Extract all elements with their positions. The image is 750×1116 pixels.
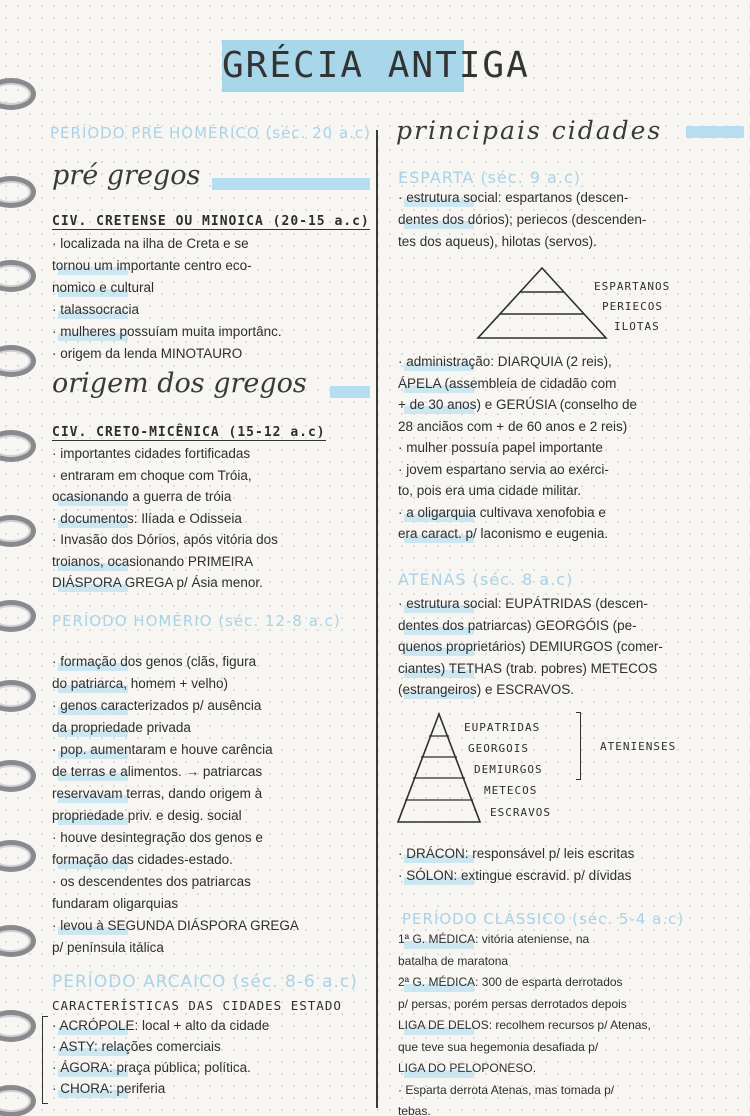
homerico-line: reservavam terras, dando origem à <box>52 786 263 801</box>
spiral-ring <box>0 1085 36 1116</box>
atenas-line: · estrutura social: EUPÁTRIDAS (descen- <box>398 596 648 611</box>
highlight-bar <box>686 126 744 138</box>
creto-line: DIÁSPORA GREGA p/ Ásia menor. <box>52 575 263 590</box>
classico-line: 2ª G. MÉDICA: 300 de esparta derrotados <box>398 975 623 989</box>
pyramid-label: ESPARTANOS <box>594 280 671 293</box>
atenienses-label: ATENIENSES <box>600 740 677 753</box>
homerico-line: fundaram oligarquias <box>52 896 179 911</box>
classico-line: tebas. <box>398 1104 431 1116</box>
atenas-line: quenos proprietários) DEMIURGOS (comer- <box>398 639 663 654</box>
spiral-ring <box>0 78 36 110</box>
esparta-line: dentes dos dórios); periecos (descenden- <box>398 212 647 227</box>
pyramid-label: DEMIURGOS <box>474 763 543 776</box>
esparta-admin-line: · a oligarquia cultivava xenofobia e <box>398 504 606 520</box>
pyramid-label: EUPATRIDAS <box>464 721 541 734</box>
creto-line: troianos, ocasionando PRIMEIRA <box>52 553 254 569</box>
section-heading-atenas: ATENAS (séc. 8 a.c) <box>398 570 574 589</box>
homerico-line: · houve desintegração dos genos e <box>52 830 263 845</box>
classico-line: LIGA DO PELOPONESO. <box>398 1061 537 1075</box>
esparta-admin-line: to, pois era uma cidade militar. <box>398 483 582 498</box>
arcaico-line: · CHORA: periferia <box>52 1081 166 1096</box>
homerico-line: · formação dos genos (clãs, figura <box>52 654 257 669</box>
cretense-line: · localizada na ilha de Creta e se <box>52 236 249 251</box>
spiral-ring <box>0 176 36 208</box>
homerico-line: da propriedade privada <box>52 720 191 735</box>
subheading-civ-cretense: CIV. CRETENSE OU MINOICA (20-15 a.c) <box>52 214 370 229</box>
homerico-line: · os descendentes dos patriarcas <box>52 874 251 889</box>
pyramid-label: GEORGOIS <box>468 742 529 755</box>
pyramid-label: ILOTAS <box>614 320 660 333</box>
spiral-ring <box>0 430 36 462</box>
classico-line: 1ª G. MÉDICA: vitória ateniense, na <box>398 932 590 946</box>
homerico-line: do patriarca, homem + velho) <box>52 676 228 691</box>
atenas-line: (estrangeiros) e ESCRAVOS. <box>398 682 575 697</box>
section-heading-arcaico: PERÍODO ARCAICO (séc. 8-6 a.c) <box>52 972 358 992</box>
cretense-line: · talassocracia <box>52 302 140 317</box>
homerico-line: · levou à SEGUNDA DIÁSPORA GREGA <box>52 918 299 933</box>
cretense-line: · origem da lenda MINOTAURO <box>52 346 243 361</box>
spiral-ring <box>0 760 36 792</box>
column-divider <box>376 130 378 1108</box>
esparta-admin-line: ÁPELA (assembleia de cidadão com <box>398 375 617 391</box>
section-heading-esparta: ESPARTA (séc. 9 a.c) <box>398 168 581 187</box>
atenas-line: dentes dos patriarcas) GEORGÓIS (pe- <box>398 617 637 633</box>
creto-line: · Invasão dos Dórios, após vitória dos <box>52 532 278 547</box>
esparta-admin-line: + de 30 anos) e GERÚSIA (conselho de <box>398 397 638 412</box>
atenas-law-line: · SÓLON: extingue escravid. p/ dívidas <box>398 868 632 883</box>
highlight-bar <box>212 178 370 190</box>
cretense-line: tornou um importante centro eco- <box>52 258 252 273</box>
creto-line: · documentos: Ilíada e Odisseia <box>52 510 242 526</box>
homerico-line: formação das cidades-estado. <box>52 852 233 867</box>
highlight-bar <box>330 386 370 398</box>
pyramid-label: METECOS <box>484 784 538 797</box>
esparta-admin-line: era caract. p/ laconismo e eugenia. <box>398 526 609 541</box>
subheading-civ-creto-micenica: CIV. CRETO-MICÊNICA (15-12 a.c) <box>52 425 326 440</box>
homerico-line: · pop. aumentaram e houve carência <box>52 742 273 757</box>
atenas-line: ciantes) TETHAS (trab. pobres) METECOS <box>398 660 658 676</box>
esparta-admin-line: · administração: DIARQUIA (2 reis), <box>398 354 612 369</box>
creto-line: · entraram em choque com Tróia, <box>52 467 252 483</box>
subheading-caracteristicas: CARACTERÍSTICAS DAS CIDADES ESTADO <box>52 998 342 1013</box>
pyramid-label: ESCRAVOS <box>490 806 551 819</box>
spiral-ring <box>0 260 36 292</box>
heading-origem-dos-gregos: origem dos gregos <box>52 368 307 399</box>
arcaico-line: · ACRÓPOLE: local + alto da cidade <box>52 1018 270 1033</box>
homerico-line: propriedade priv. e desig. social <box>52 808 242 823</box>
esparta-line: tes dos aqueus), hilotas (servos). <box>398 234 597 249</box>
arcaico-line: · ÁGORA: praça pública; política. <box>52 1060 251 1075</box>
classico-line: · Esparta derrota Atenas, mas tomada p/ <box>398 1082 615 1097</box>
esparta-pyramid <box>476 266 608 340</box>
cretense-line: nomico e cultural <box>52 280 155 295</box>
spiral-ring <box>0 515 36 547</box>
homerico-line: de terras e alimentos. → patriarcas <box>52 764 263 779</box>
classico-line: LIGA DE DELOS: recolhem recursos p/ Atenas, <box>398 1018 651 1032</box>
esparta-admin-line: · jovem espartano servia ao exérci- <box>398 461 609 477</box>
bracket <box>576 712 581 780</box>
cretense-line: · mulheres possuíam muita importânc. <box>52 324 282 339</box>
esparta-admin-line: · mulher possuía papel importante <box>398 440 603 455</box>
atenas-law-line: · DRÁCON: responsável p/ leis escritas <box>398 846 635 861</box>
classico-line: batalha de maratona <box>398 953 509 968</box>
section-heading-classico: PERÍODO CLÁSSICO (séc. 5-4 a.c) <box>402 910 685 928</box>
section-heading-pre-homerico: PERÍODO PRÉ HOMÉRICO (séc. 20 a.c) <box>50 124 372 142</box>
bracket <box>42 1016 48 1104</box>
page-title: GRÉCIA ANTIGA <box>222 40 464 92</box>
creto-line: ocasionando a guerra de tróia <box>52 489 232 504</box>
classico-line: p/ persas, porém persas derrotados depois <box>398 996 627 1011</box>
heading-pre-gregos: pré gregos <box>52 160 201 191</box>
creto-line: · importantes cidades fortificadas <box>52 446 251 461</box>
spiral-ring <box>0 345 36 377</box>
esparta-line: · estrutura social: espartanos (descen- <box>398 190 629 205</box>
heading-principais-cidades: principais cidades <box>396 116 663 145</box>
section-heading-homerico: PERÍODO HOMÉRIO (séc. 12-8 a.c) <box>52 612 341 630</box>
pyramid-label: PERIECOS <box>602 300 663 313</box>
spiral-ring <box>0 840 36 872</box>
spiral-ring <box>0 680 36 712</box>
spiral-ring <box>0 1010 36 1042</box>
spiral-ring <box>0 600 36 632</box>
esparta-admin-line: 28 anciãos com + de 60 anos e 2 reis) <box>398 418 628 434</box>
classico-line: que teve sua hegemonia desafiada p/ <box>398 1039 599 1054</box>
arcaico-line: · ASTY: relações comerciais <box>52 1039 221 1054</box>
spiral-ring <box>0 925 36 957</box>
homerico-line: · genos caracterizados p/ ausência <box>52 698 262 713</box>
homerico-line: p/ península itálica <box>52 940 164 955</box>
